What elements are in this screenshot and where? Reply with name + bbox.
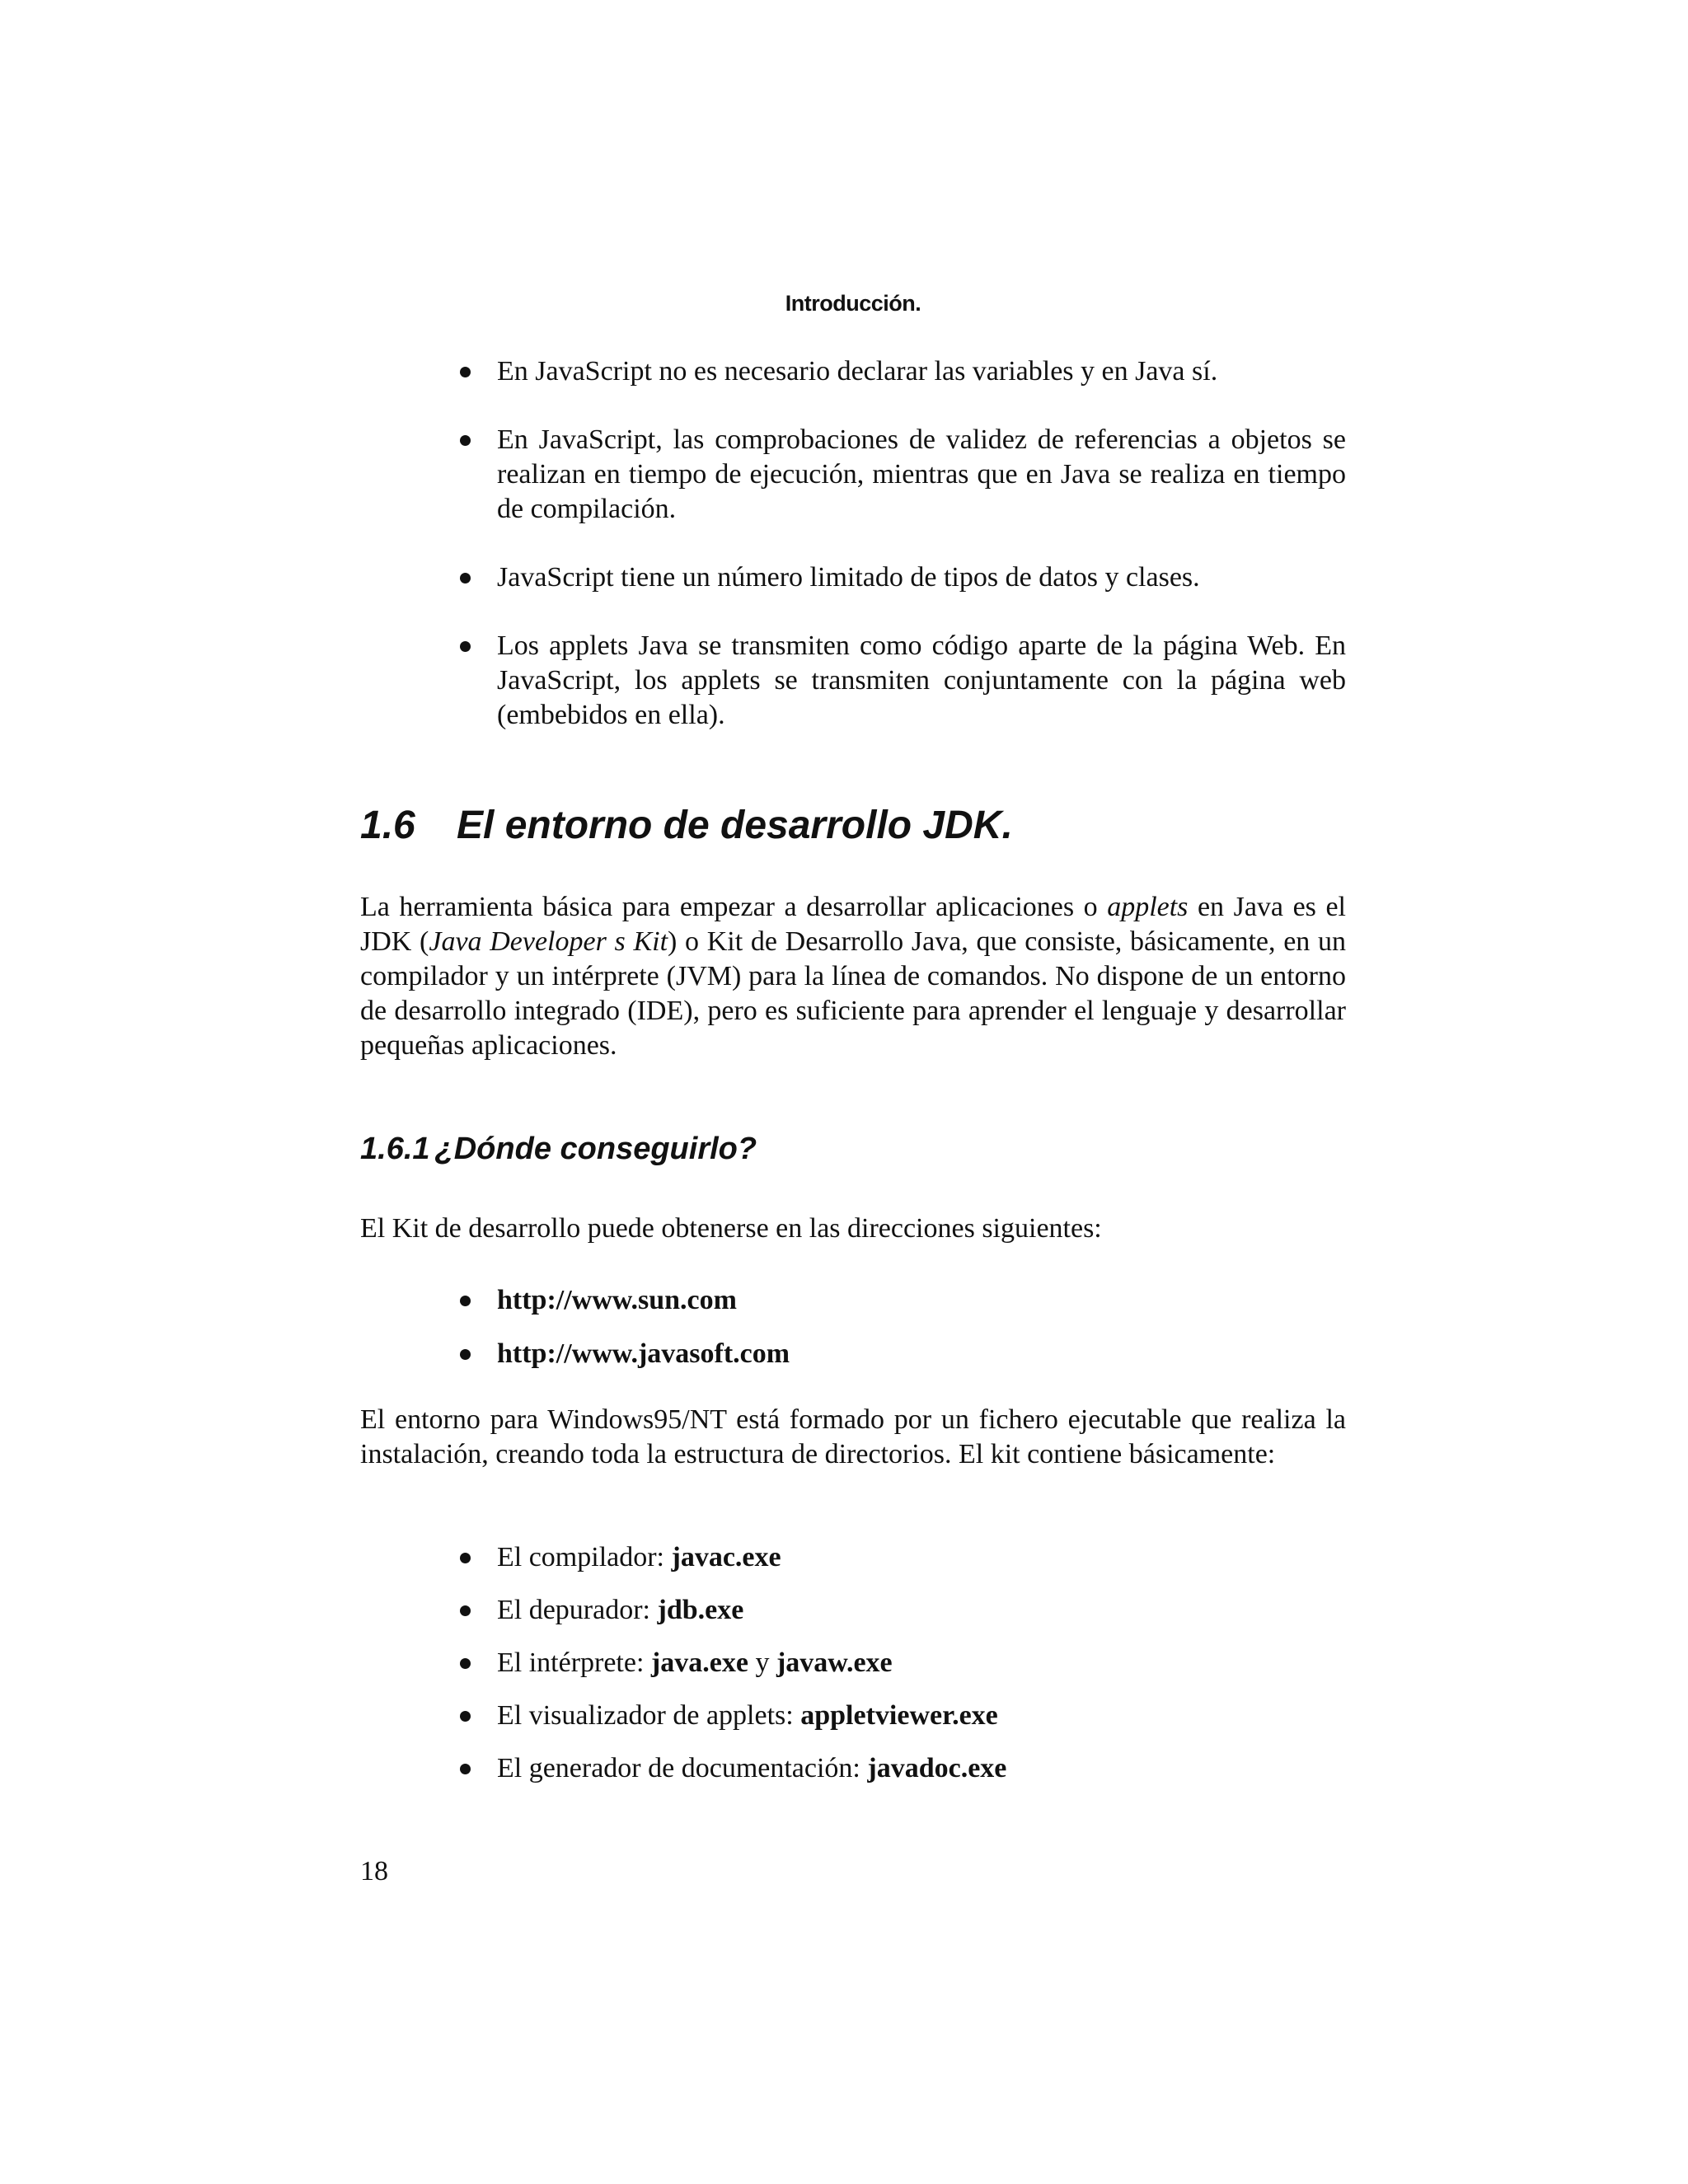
section-number: 1.6 xyxy=(360,804,415,847)
list-item xyxy=(360,354,1346,389)
tool-label: El compilador: xyxy=(497,1542,672,1572)
jdk-paragraph xyxy=(360,890,1346,1063)
subsection-number: 1.6.1 xyxy=(360,1132,430,1166)
list-item xyxy=(360,629,1346,733)
emphasis-text: Java Developer s Kit xyxy=(429,926,668,957)
paragraph-text: La herramienta básica para empezar a desarrollar aplicaciones o xyxy=(360,892,1108,922)
list-item xyxy=(360,1540,1346,1575)
list-item xyxy=(360,560,1346,595)
subsection-heading xyxy=(360,1129,757,1169)
bullet-icon xyxy=(460,573,471,583)
list-item-text: Los applets Java se transmiten como código aparte de la página Web. En JavaScript, los applets se transmiten conjuntamente con la página web (embebidos en ella). xyxy=(497,630,1346,730)
section-title: El entorno de desarrollo JDK. xyxy=(457,804,1013,847)
tool-file: appletviewer.exe xyxy=(800,1700,998,1731)
bullet-icon xyxy=(460,1349,471,1360)
tool-label: El intérprete: xyxy=(497,1647,651,1678)
tool-label: El generador de documentación: xyxy=(497,1753,868,1783)
list-item-text: En JavaScript, las comprobaciones de validez de referencias a objetos se realizan en tiempo de ejecución, mientras que en Java se realiza en tiempo de compilación. xyxy=(497,424,1346,524)
bullet-icon xyxy=(460,435,471,446)
tool-conjunction: y xyxy=(748,1647,776,1678)
list-item xyxy=(360,1646,1346,1680)
page-number: 18 xyxy=(360,1856,388,1886)
bullet-icon xyxy=(460,1711,471,1722)
tool-file: javadoc.exe xyxy=(867,1753,1007,1783)
running-header: Introducción. xyxy=(785,291,921,316)
list-item xyxy=(360,1337,1346,1371)
section-heading xyxy=(360,801,1013,851)
list-item xyxy=(360,1751,1346,1786)
url-link[interactable]: http://www.sun.com xyxy=(497,1285,737,1315)
bullet-icon xyxy=(460,1553,471,1563)
paragraph-text: ) o Kit de Desarrollo Java, que consiste, básicamente, en un compilador y un intérprete (JVM) para la línea de comandos. No dispone de un entorno de desarrollo integrado (IDE), pero es suficiente para aprender el lenguaje y desarrollar pequeñas aplicaciones. xyxy=(360,926,1346,1061)
list-item xyxy=(360,423,1346,527)
tool-file: javac.exe xyxy=(671,1542,781,1572)
subsection-title: ¿Dónde conseguirlo? xyxy=(434,1132,757,1166)
bullet-icon xyxy=(460,1764,471,1774)
tools-list xyxy=(360,1540,1346,1804)
url-link[interactable]: http://www.javasoft.com xyxy=(497,1338,790,1369)
bullet-icon xyxy=(460,641,471,652)
bullet-icon xyxy=(460,1605,471,1616)
kit-paragraph: El Kit de desarrollo puede obtenerse en las direcciones siguientes: xyxy=(360,1213,1102,1244)
list-item xyxy=(360,1699,1346,1733)
list-item xyxy=(360,1593,1346,1628)
bullet-icon xyxy=(460,367,471,377)
url-list xyxy=(360,1283,1346,1390)
bullet-icon xyxy=(460,1296,471,1306)
paragraph-text: en Java es el JDK ( xyxy=(360,892,1346,957)
emphasis-text: applets xyxy=(1107,892,1189,922)
comparison-list xyxy=(360,354,1346,766)
bullet-icon xyxy=(460,1658,471,1669)
tool-label: El visualizador de applets: xyxy=(497,1700,801,1731)
tool-label: El depurador: xyxy=(497,1595,658,1625)
list-item-text: JavaScript tiene un número limitado de tipos de datos y clases. xyxy=(497,562,1200,593)
list-item-text: En JavaScript no es necesario declarar las variables y en Java sí. xyxy=(497,356,1218,387)
tool-file: jdb.exe xyxy=(657,1595,744,1625)
tool-file: java.exe xyxy=(650,1647,748,1678)
windows-paragraph: El entorno para Windows95/NT está formado por un fichero ejecutable que realiza la instalación, creando toda la estructura de directorios. El kit contiene básicamente: xyxy=(360,1404,1346,1469)
list-item xyxy=(360,1283,1346,1318)
tool-file: javaw.exe xyxy=(776,1647,893,1678)
